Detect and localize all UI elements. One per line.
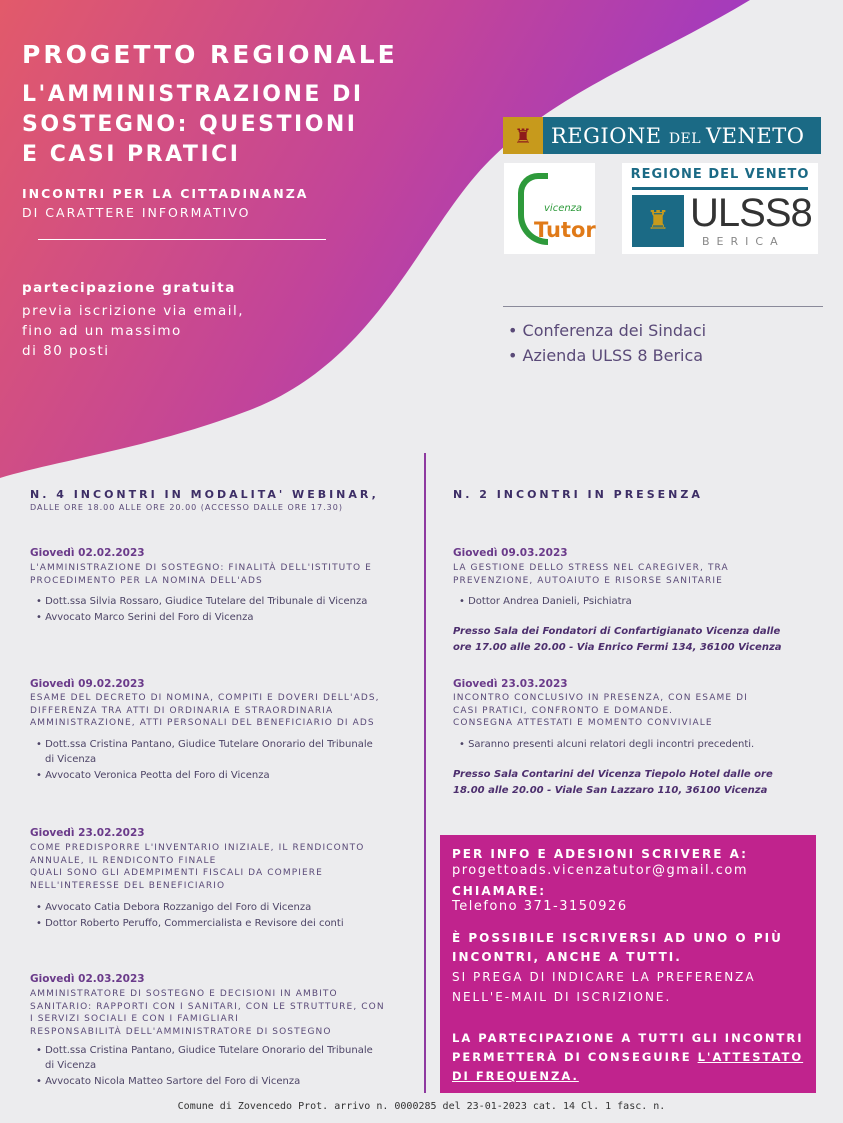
webinar-heading: N. 4 INCONTRI IN MODALITA' WEBINAR, — [30, 488, 379, 501]
project-subtitle: L'AMMINISTRAZIONE DI SOSTEGNO: QUESTIONI E CASI PRATICI — [22, 82, 364, 167]
info-call-label: CHIAMARE: — [452, 884, 547, 898]
lion-icon: ♜ — [503, 117, 543, 154]
partner-item: • Conferenza dei Sindaci — [508, 318, 706, 343]
info-multi-line1: È POSSIBILE ISCRIVERSI AD UNO O PIÙ — [452, 931, 783, 945]
event-date: Giovedì 02.03.2023 — [30, 973, 145, 985]
regione-veneto-logo: ♜ REGIONE DEL VENETO — [503, 117, 821, 154]
in-person-heading: N. 2 INCONTRI IN PRESENZA — [453, 488, 703, 501]
free-participation-text: previa iscrizione via email, fino ad un massimo di 80 posti — [22, 303, 245, 359]
project-title: PROGETTO REGIONALE — [22, 40, 398, 69]
partner-item: • Azienda ULSS 8 Berica — [508, 343, 706, 368]
event-venue: Presso Sala dei Fondatori di Confartigianato Vicenza dalle ore 17.00 alle 20.00 - Via Enrico Fermi 134, 36100 Vicenza — [453, 626, 782, 653]
event-speakers: • Avvocato Catia Debora Rozzanigo del Foro di Vicenza • Dottor Roberto Peruffo, Commercialista e Revisore dei conti — [33, 900, 413, 932]
event-description: INCONTRO CONCLUSIVO IN PRESENZA, CON ESAME DI CASI PRATICI, CONFRONTO E DOMANDE. CONSEGNA ATTESTATI E MOMENTO CONVIVIALE — [453, 693, 748, 728]
free-participation-title: partecipazione gratuita — [22, 280, 236, 296]
info-contact-label: PER INFO E ADESIONI SCRIVERE A: — [452, 847, 748, 861]
info-multi-line2: INCONTRI, ANCHE A TUTTI. — [452, 950, 682, 964]
event-description: L'AMMINISTRAZIONE DI SOSTEGNO: FINALITÀ DELL'ISTITUTO E PROCEDIMENTO PER LA NOMINA DELL'ADS — [30, 563, 372, 586]
event-description: COME PREDISPORRE L'INVENTARIO INIZIALE, IL RENDICONTO ANNUALE, IL RENDICONTO FINALE QUALI SONO GLI ADEMPIMENTI FISCALI DA COMPIERE NELL'INTERESSE DEL BENEFICIARIO — [30, 843, 365, 891]
column-divider — [424, 453, 426, 1093]
info-email[interactable]: progettoads.vicenzatutor@gmail.com — [452, 863, 749, 878]
webinar-subheading: DALLE ORE 18.00 ALLE ORE 20.00 (ACCESSO DALLE ORE 17.30) — [30, 503, 343, 512]
event-date: Giovedì 02.02.2023 — [30, 547, 145, 559]
event-speakers: • Dottor Andrea Danieli, Psichiatra — [456, 594, 816, 610]
info-pref-line1: SI PREGA DI INDICARE LA PREFERENZA — [452, 970, 756, 984]
info-phone[interactable]: Telefono 371-3150926 — [452, 899, 628, 914]
protocol-footer: Comune di Zovencedo Prot. arrivo n. 0000285 del 23-01-2023 cat. 14 Cl. 1 fasc. n. — [177, 1101, 666, 1112]
event-speakers: • Saranno presenti alcuni relatori degli incontri precedenti. — [456, 737, 816, 753]
info-attestato-line1: LA PARTECIPAZIONE A TUTTI GLI INCONTRI — [452, 1031, 804, 1045]
audience-line: INCONTRI PER LA CITTADINANZA — [22, 186, 309, 201]
event-speakers: • Dott.ssa Silvia Rossaro, Giudice Tutelare del Tribunale di Vicenza • Avvocato Marco Serini del Foro di Vicenza — [33, 594, 403, 626]
info-attestato-line2: PERMETTERÀ DI CONSEGUIRE L'ATTESTATO — [452, 1050, 804, 1064]
info-pref-line2: NELL'E-MAIL DI ISCRIZIONE. — [452, 990, 672, 1004]
ulss8-berica-logo: REGIONE DEL VENETO ♜ ULSS8 BERICA — [622, 163, 818, 254]
info-box — [440, 835, 816, 1093]
event-date: Giovedì 09.02.2023 — [30, 678, 145, 690]
partners-divider — [503, 306, 823, 307]
event-description: AMMINISTRATORE DI SOSTEGNO E DECISIONI IN AMBITO SANITARIO: RAPPORTI CON I SANITARI, CON LE STRUTTURE, CON I SERVIZI SOCIALI E CON I FAMIGLIARI RESPONSABILITÀ DELL'AMMINISTRATORE DI SOSTEGNO — [30, 989, 385, 1037]
event-speakers: • Dott.ssa Cristina Pantano, Giudice Tutelare Onorario del Tribunale di Vicenza • Avvocato Nicola Matteo Sartore del Foro di Vicenza — [33, 1043, 383, 1090]
lion-icon: ♜ — [632, 195, 684, 247]
audience-line-2: DI CARATTERE INFORMATIVO — [22, 205, 251, 220]
event-description: LA GESTIONE DELLO STRESS NEL CAREGIVER, TRA PREVENZIONE, AUTOAIUTO E RISORSE SANITARIE — [453, 563, 729, 586]
event-date: Giovedì 23.02.2023 — [30, 827, 145, 839]
header-divider — [38, 239, 326, 240]
attestato-link[interactable]: L'ATTESTATO — [697, 1050, 804, 1064]
event-venue: Presso Sala Contarini del Vicenza Tiepolo Hotel dalle ore 18.00 alle 20.00 - Viale San Lazzaro 110, 36100 Vicenza — [453, 769, 773, 796]
event-date: Giovedì 23.03.2023 — [453, 678, 568, 690]
event-description: ESAME DEL DECRETO DI NOMINA, COMPITI E DOVERI DELL'ADS, DIFFERENZA TRA ATTI DI ORDINARIA E STRAORDINARIA AMMINISTRAZIONE, ATTI PERSONALI DEL BENEFICIARIO DI ADS — [30, 693, 380, 728]
partners-list — [508, 318, 706, 368]
frequenza-link[interactable]: DI FREQUENZA. — [452, 1069, 579, 1083]
event-speakers: • Dott.ssa Cristina Pantano, Giudice Tutelare Onorario del Tribunale di Vicenza • Avvocato Veronica Peotta del Foro di Vicenza — [33, 737, 383, 784]
info-attestato-line3 — [452, 1069, 579, 1083]
event-date: Giovedì 09.03.2023 — [453, 547, 568, 559]
vicenza-tutor-logo: vicenza Tutor — [504, 163, 595, 254]
